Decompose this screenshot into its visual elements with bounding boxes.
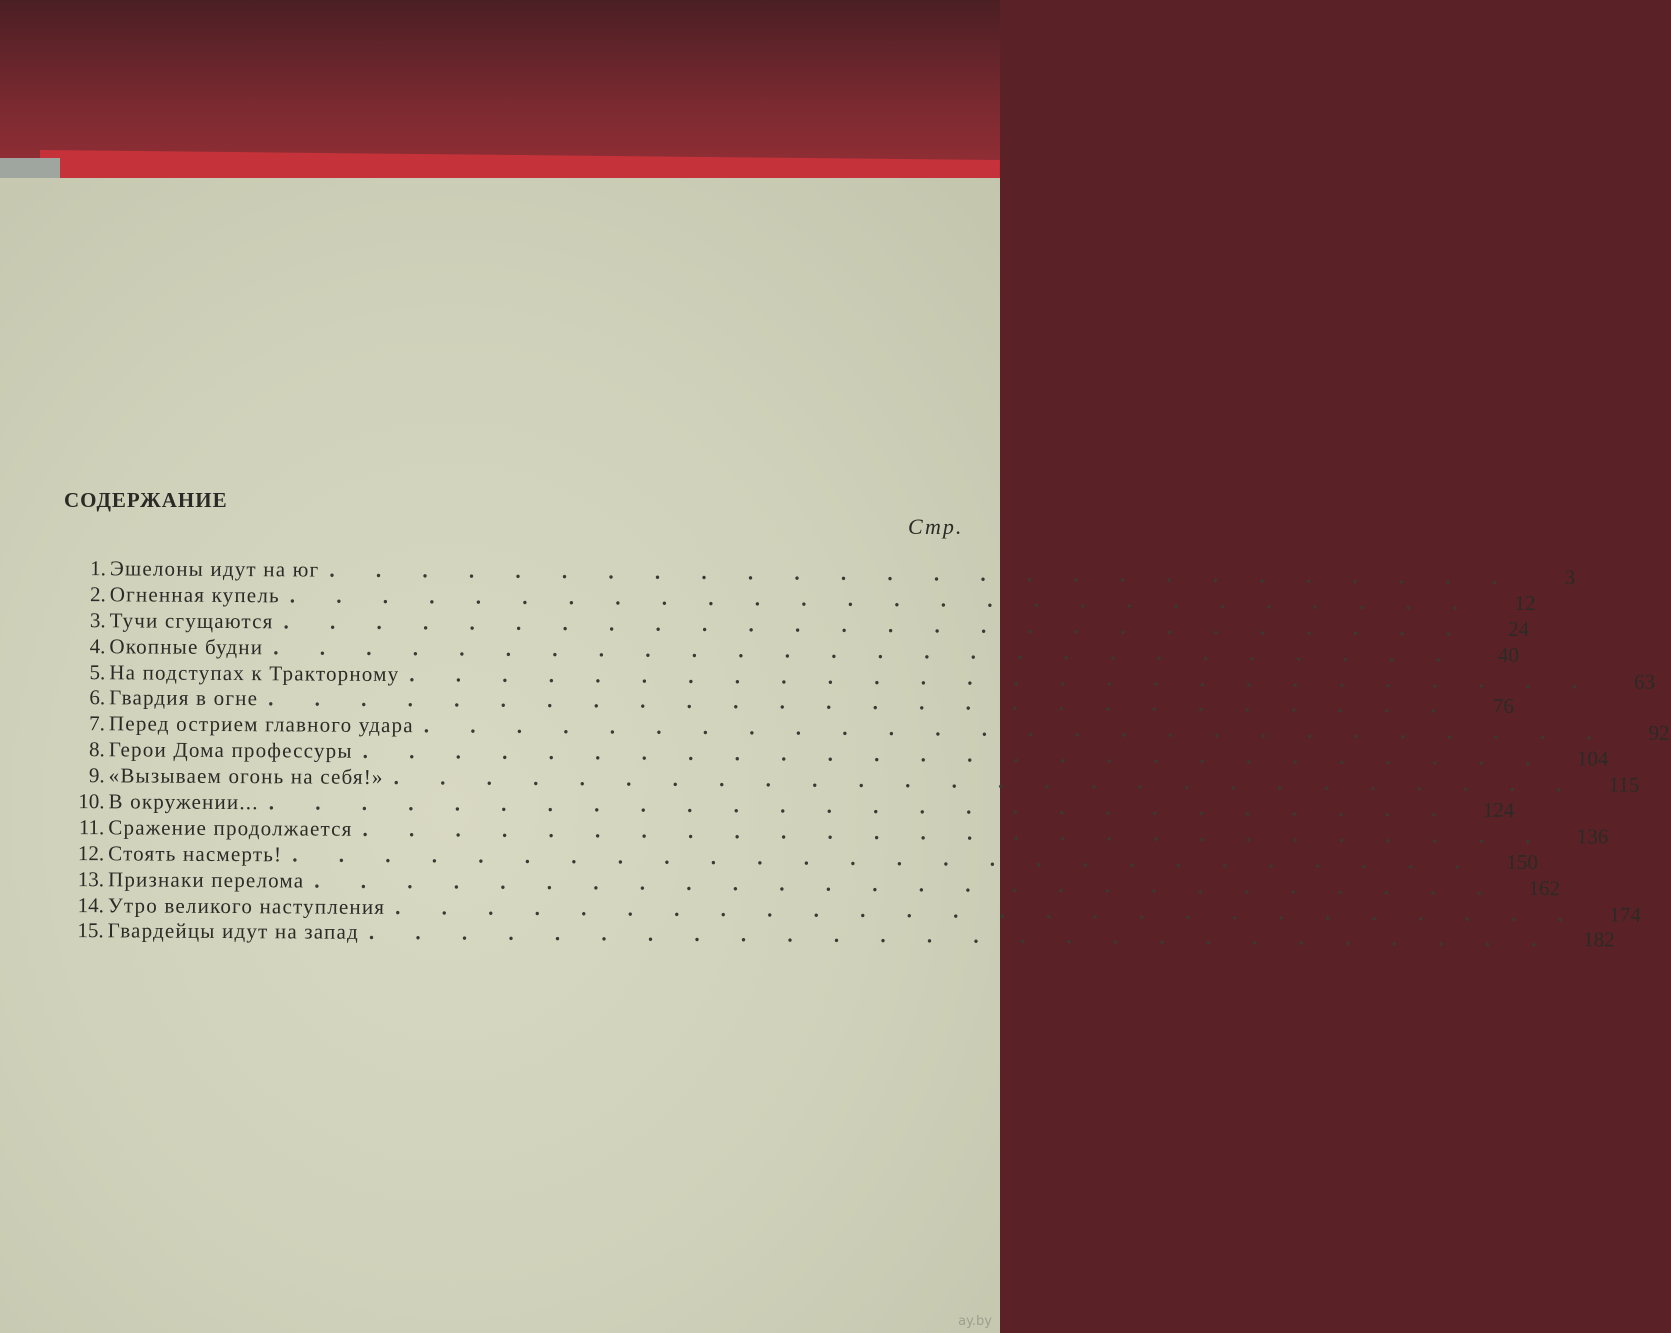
page-column-label: Стр. xyxy=(908,514,964,539)
entry-title: Герои Дома профессуры xyxy=(108,737,353,764)
entry-page: 24 xyxy=(1508,616,1530,641)
entry-title: Гвардейцы идут на запад xyxy=(107,918,359,945)
entry-title: Гвардия в огне xyxy=(109,685,259,711)
entry-title: Окопные будни xyxy=(109,633,264,659)
entry-number: 15. xyxy=(77,918,104,943)
entry-page: 162 xyxy=(1528,875,1561,900)
dot-leader: . . . . . . . . . . . . . . . . . . . . . . . . . . xyxy=(289,583,1476,615)
entry-title: Сражение продолжается xyxy=(108,815,353,841)
dot-leader: . . . . . . . . . . . . . . . . . . . . . . . . . . xyxy=(362,739,1549,771)
entry-page: 92 xyxy=(1648,721,1670,746)
entry-page: 12 xyxy=(1514,590,1536,615)
entry-number: 2. xyxy=(89,582,106,607)
entry-number: 5. xyxy=(89,659,106,684)
entry-page: 63 xyxy=(1633,669,1656,694)
entry-title: Признаки перелома xyxy=(107,866,305,893)
dot-leader: . . . . . . . . . . . . . . . . . . . . . . . . . . xyxy=(314,868,1501,900)
dot-leader: . . . . . . . . . . . . . . . . . . . . . . . . . . xyxy=(329,557,1516,589)
entry-title: Тучи сгущаются xyxy=(109,608,274,634)
entry-title: Утро великого наступления xyxy=(107,892,386,919)
entry-number: 4. xyxy=(89,633,106,658)
entry-page: 40 xyxy=(1497,642,1520,667)
dot-leader: . . . . . . . . . . . . . . . . . . . . . . . . . . xyxy=(273,634,1460,667)
entry-number: 6. xyxy=(89,685,106,710)
entry-number: 12. xyxy=(77,840,105,866)
entry-page: 174 xyxy=(1609,902,1641,927)
dot-leader: . . . . . . . . . . . . . . . . . . . . . . . . . . xyxy=(292,842,1479,874)
dot-leader: . . . . . . . . . . . . . . . . . . . . . . . . . . xyxy=(362,816,1549,848)
dot-leader: . . . . . . . . . . . . . . . . . . . . . . . . . . xyxy=(393,765,1580,797)
entry-page: 3 xyxy=(1564,565,1576,590)
entry-number: 11. xyxy=(78,815,105,840)
entry-page: 115 xyxy=(1608,772,1640,797)
entry-page: 136 xyxy=(1576,824,1609,849)
entry-number: 1. xyxy=(90,556,106,581)
toc-entry xyxy=(60,918,1615,952)
entry-title: «Вызываем огонь на себя!» xyxy=(108,763,384,790)
dot-leader: . . . . . . . . . . . . . . . . . . . . . . . . . . xyxy=(409,661,1596,693)
table-of-contents xyxy=(60,556,1670,952)
dot-leader: . . . . . . . . . . . . . . . . . . . . . . . . . . xyxy=(268,686,1454,718)
entry-number: 8. xyxy=(88,737,105,762)
dot-leader: . . . . . . . . . . . . . . . . . . . . . . . . . . xyxy=(283,609,1470,641)
entry-page: 182 xyxy=(1583,927,1615,952)
entry-page: 76 xyxy=(1492,694,1514,719)
entry-number: 14. xyxy=(77,892,104,917)
contents-heading: СОДЕРЖАНИЕ xyxy=(64,488,228,512)
entry-number: 9. xyxy=(88,763,105,788)
dot-leader: . . . . . . . . . . . . . . . . . . . . . . . . . . xyxy=(368,920,1555,952)
entry-title: Стоять насмерть! xyxy=(108,841,283,867)
entry-page: 150 xyxy=(1506,849,1539,874)
entry-number: 10. xyxy=(78,789,105,814)
dot-leader: . . . . . . . . . . . . . . . . . . . . . . . . . . xyxy=(423,713,1610,745)
entry-number: 13. xyxy=(77,866,105,891)
entry-page: 104 xyxy=(1576,746,1609,771)
entry-number: 3. xyxy=(89,607,106,633)
dot-leader: . . . . . . . . . . . . . . . . . . . . . . . . . . xyxy=(268,790,1455,822)
dot-leader: . . . . . . . . . . . . . . . . . . . . . . . . . . xyxy=(395,894,1581,926)
entry-title: Огненная купель xyxy=(109,582,280,608)
entry-title: Перед острием главного удара xyxy=(108,711,414,738)
entry-title: Эшелоны идут на юг xyxy=(109,556,320,582)
entry-number: 7. xyxy=(89,711,106,736)
entry-title: В окружении... xyxy=(108,789,259,815)
watermark: ay.by xyxy=(958,1314,992,1329)
entry-title: На подступах к Тракторному xyxy=(109,659,400,686)
entry-page: 124 xyxy=(1482,797,1515,822)
